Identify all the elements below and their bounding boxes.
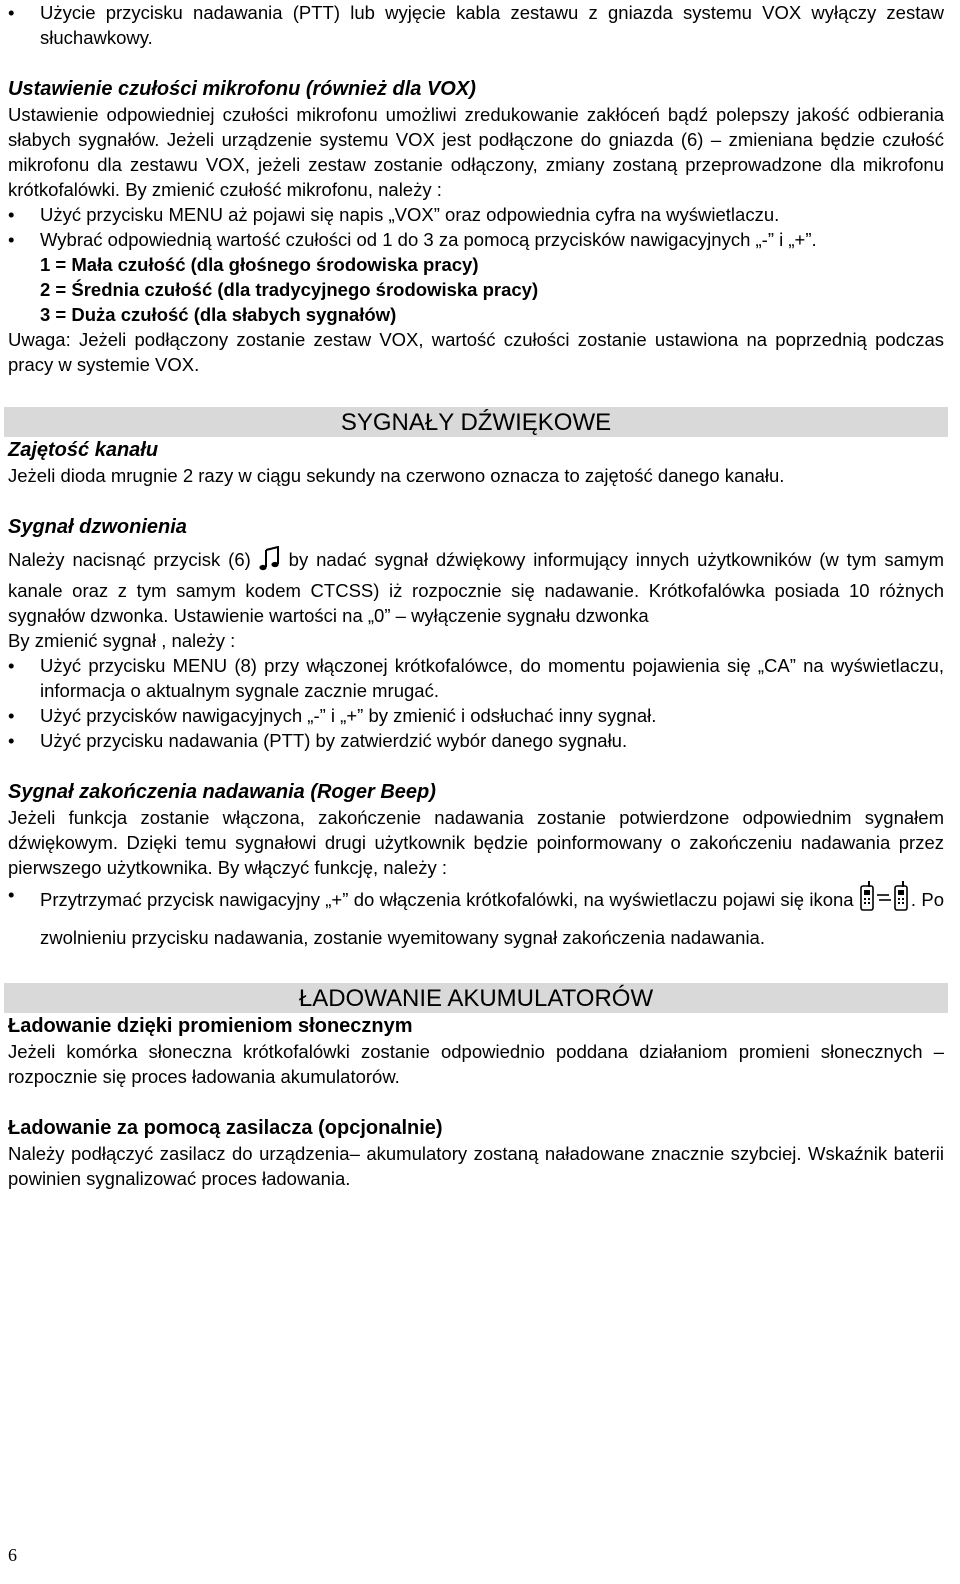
list-item: • Użyć przycisku MENU (8) przy włączonej krótkofalówce, do momentu pojawienia się „CA” na wyświetlaczu, informacja o aktualnym sygnale zacznie mrugać. [8,653,944,703]
list-item [8,880,944,953]
busy-text: Jeżeli dioda mrugnie 2 razy w ciągu sekundy na czerwono oznacza to zajętość danego kanału. [8,465,785,486]
list-item: • Użyć przycisków nawigacyjnych „-” i „+” by zmienić i odsłuchać inny sygnał. [8,703,944,728]
busy-heading: Zajętość kanału [8,439,159,461]
section-title-charging: ŁADOWANIE AKUMULATORÓW [4,983,948,1013]
ring-paragraph [8,546,944,628]
music-note-icon [259,546,281,578]
roger-bullet-before: Przytrzymać przycisk nawigacyjny „+” do włączenia krótkofalówki, na wyświetlaczu pojawi się ikona [40,889,854,910]
adapter-text: Należy podłączyć zasilacz do urządzenia– akumulatory zostaną naładowane znacznie szybciej. Wskaźnik baterii powinien sygnalizować proces ładowania. [8,1143,944,1189]
ring-change: By zmienić sygnał , należy : [8,630,236,651]
mic-note: Uwaga: Jeżeli podłączony zostanie zestaw VOX, wartość czułości zostanie ustawiona na poprzednią podczas pracy w systemie VOX. [8,329,944,375]
ring-text-after: by nadać sygnał dźwiękowy informujący innych użytkowników (w tym samym kanale oraz z tym samym kodem CTCSS) iż rozpocznie się nadawanie. Krótkofalówka posiada 10 różnych sygnałów dzwonka. Ustawienie wartości na „0” – wyłączenie sygnału dzwonka [8,549,945,626]
ring-text-before: Należy nacisnąć przycisk (6) [8,549,251,570]
solar-text: Jeżeli komórka słoneczna krótkofalówki zostanie odpowiednio poddana działaniom promieni słonecznych – rozpocznie się proces ładowania akumulatorów. [8,1041,944,1087]
level-item: 3 = Duża czułość (dla słabych sygnałów) [40,304,397,325]
list-item: • Użycie przycisku nadawania (PTT) lub wyjęcie kabla zestawu z gniazda systemu VOX wyłączy zestaw słuchawkowy. [8,0,944,50]
roger-bullet-list [8,880,944,953]
roger-beep-icon [859,880,911,923]
ring-heading: Sygnał dzwonienia [8,516,187,538]
document-page [8,0,944,1191]
level-item: 1 = Mała czułość (dla głośnego środowiska pracy) [40,254,479,275]
roger-paragraph: Jeżeli funkcja zostanie włączona, zakończenie nadawania zostanie potwierdzone odpowiednim sygnałem dźwiękowym. Dzięki temu sygnałowi drugi użytkownik będzie poinformowany o zakończeniu nadawania przez pierwszego użytkownika. By włączyć funkcję, należy : [8,807,944,878]
list-item: • Użyć przycisku MENU aż pojawi się napis „VOX” oraz odpowiednia cyfra na wyświetlaczu. [8,202,944,227]
mic-levels [8,252,944,327]
ring-bullet-list [8,653,944,753]
mic-heading: Ustawienie czułości mikrofonu (również dla VOX) [8,78,476,100]
level-item: 2 = Średnia czułość (dla tradycyjnego środowiska pracy) [40,279,539,300]
roger-bullet-after: . Po zwolnieniu przycisku nadawania, zostanie wyemitowany sygnał zakończenia nadawania. [40,889,944,948]
section-title-sound: SYGNAŁY DŹWIĘKOWE [4,407,948,437]
top-bullet-list [8,0,944,50]
mic-paragraph: Ustawienie odpowiedniej czułości mikrofonu umożliwi zredukowanie zakłóceń bądź polepszy jakość odbierania słabych sygnałów. Jeżeli urządzenie systemu VOX jest podłączone do gniazda (6) – zmieniana będzie czułość mikrofonu dla zestawu VOX, jeżeli zestaw zostanie odłączony, zmiany zostaną przeprowadzone dla mikrofonu krótkofalówki. By zmienić czułość mikrofonu, należy : [8,104,944,200]
mic-bullet-list [8,202,944,252]
adapter-heading: Ładowanie za pomocą zasilacza (opcjonalnie) [8,1117,443,1139]
list-item: • Użyć przycisku nadawania (PTT) by zatwierdzić wybór danego sygnału. [8,728,944,753]
roger-heading: Sygnał zakończenia nadawania (Roger Beep) [8,781,436,803]
list-item: • Wybrać odpowiednią wartość czułości od 1 do 3 za pomocą przycisków nawigacyjnych „-” i „+”. [8,227,944,252]
solar-heading: Ładowanie dzięki promieniom słonecznym [8,1015,413,1037]
page-number: 6 [8,1545,17,1565]
